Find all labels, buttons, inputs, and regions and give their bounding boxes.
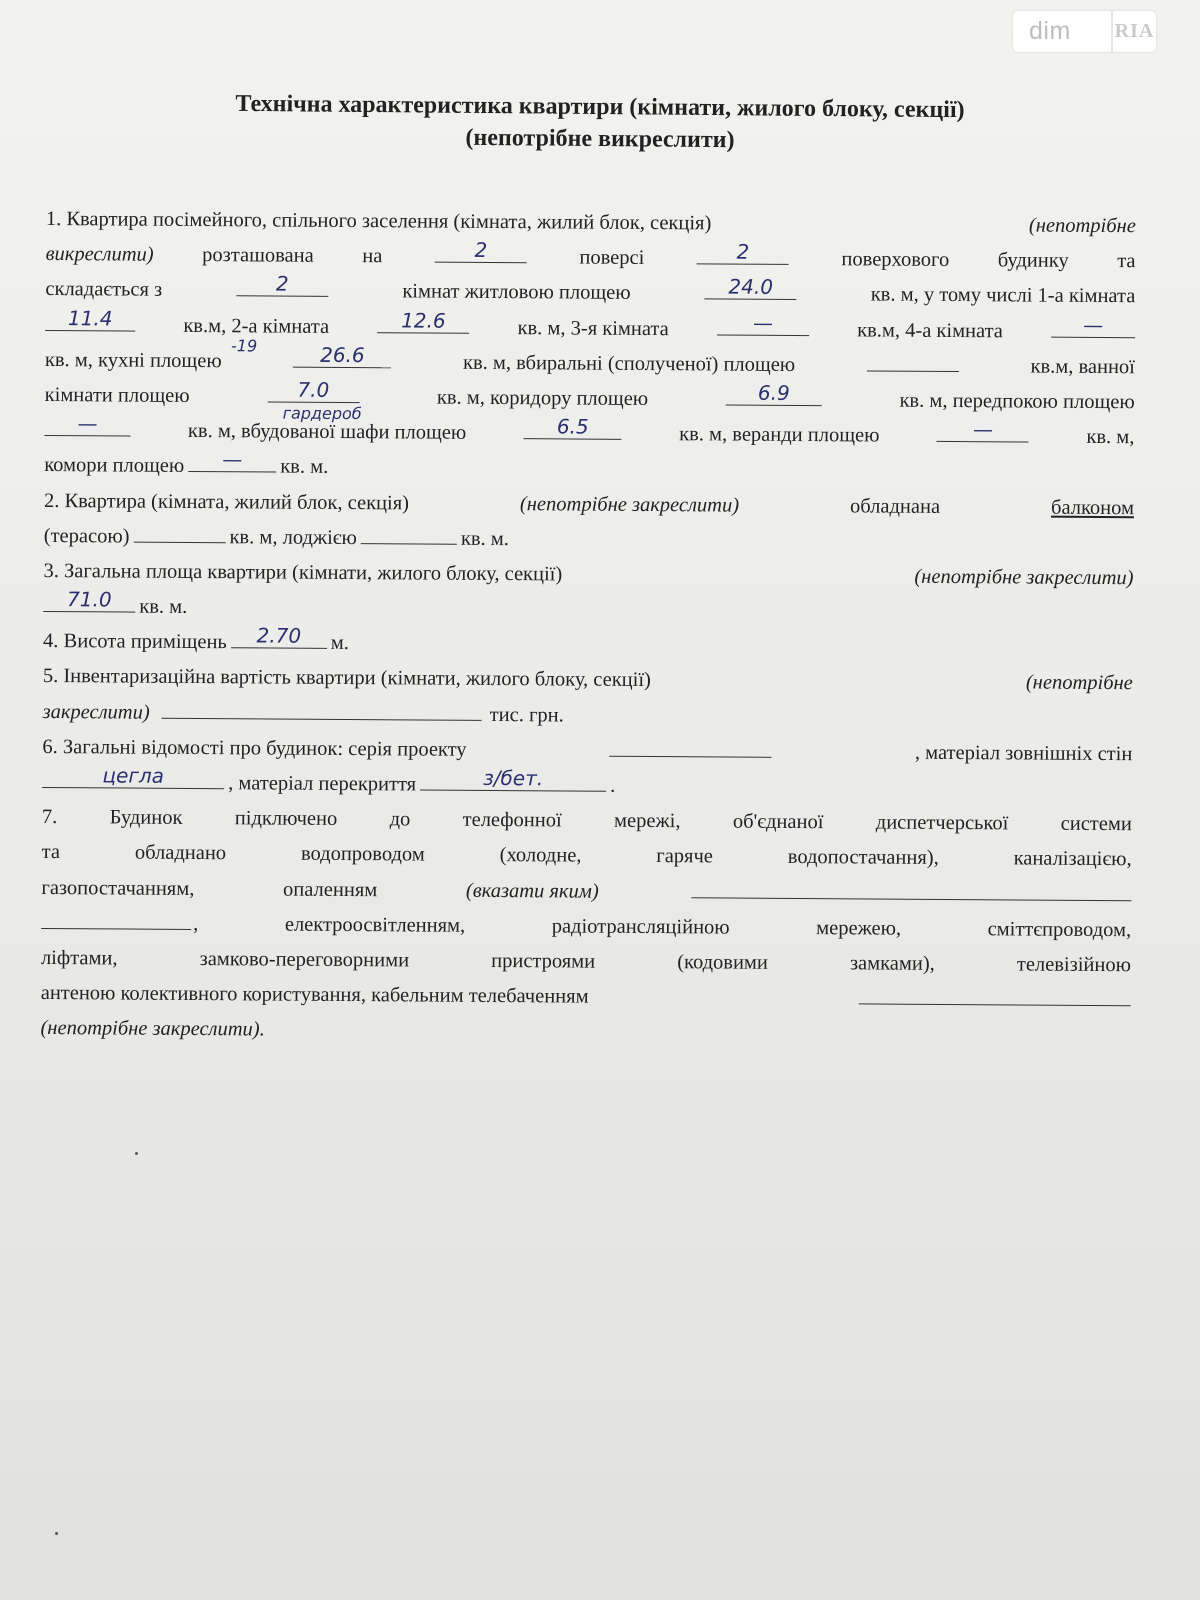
wall-material-field[interactable]: цегла (42, 765, 224, 789)
sec7-line6: антеною колективного користування, кабельним телебаченням (41, 976, 1131, 1018)
room4-field[interactable]: — (1051, 314, 1135, 338)
paper-speck (135, 1152, 138, 1155)
sec5-line1: 5. Інвентаризаційна вартість квартири (кімнати, жилого блоку, секції) (непотрібне (42, 665, 1133, 695)
sec7-line2: та обладнано водопроводом (холодне, гаряче водопостачання), каналізацією, (41, 841, 1132, 871)
sec4-line: 4. Висота приміщень 2.70 м. (43, 623, 349, 655)
sec6-line2: цегла , матеріал перекриття з/бет. . (42, 765, 1132, 807)
balcony-area-field[interactable] (133, 519, 225, 543)
room1-field[interactable]: 11.4 (45, 308, 135, 332)
corridor-field[interactable]: 6.9 (726, 382, 822, 406)
sec1-line8: комори площею — кв. м. (44, 447, 329, 479)
room3-field[interactable]: — (717, 312, 809, 336)
sec6-line1: 6. Загальні відомості про будинок: серія проекту , матеріал зовнішніх стін (42, 730, 1132, 772)
sec1-line1: 1. Квартира посімейного, спільного заселення (кімната, жилий блок, секція) (непотрібне (45, 207, 1136, 238)
sec3-line1: 3. Загальна площа квартири (кімнати, жилого блоку, секції) (непотрібне закреслити) (43, 559, 1134, 590)
heating-type-field-cont[interactable] (41, 906, 191, 930)
sec1-line4: 11.4 кв.м, 2-а кімната 12.6 кв. м, 3-я кімната — кв.м, 4-а кімната — (45, 308, 1135, 350)
hall-field[interactable]: — (44, 413, 130, 437)
document-subtitle: (непотрібне викреслити) (465, 124, 735, 154)
balcony-underlined: балконом (1051, 496, 1135, 519)
floors-total-field[interactable]: 2 (697, 242, 789, 266)
sec1-line7: — кв. м, вбудованої шафи площею 6.5 кв. м, веранди площею — кв. м, (44, 413, 1134, 455)
veranda-field[interactable]: — (937, 419, 1029, 443)
loggia-area-field[interactable] (361, 521, 457, 545)
floor-material-field[interactable]: з/бет. (420, 767, 606, 791)
rooms-field[interactable]: 2 (236, 274, 328, 298)
bath-field[interactable]: 7.0 (267, 379, 359, 403)
height-field[interactable]: 2.70 (231, 625, 327, 649)
storage-field[interactable]: — (188, 449, 276, 473)
floor-field[interactable]: 2 (435, 240, 527, 264)
watermark-dim-text: dim (1029, 17, 1071, 45)
watermark-ria-logo: RIA (1111, 11, 1156, 52)
sec1-line6: кімнати площею 7.0 гардероб кв. м, коридору площею 6.9 кв. м, передпокою площею (44, 377, 1135, 424)
inventory-value-field[interactable] (162, 695, 482, 720)
sec7-line3: газопостачанням, опаленням (вказати яким) (41, 871, 1131, 913)
kitchen-note: -19 (230, 335, 258, 356)
sec3-line2: 71.0 кв. м. (43, 589, 1133, 631)
dim-ria-watermark (1013, 11, 1156, 52)
document-title: Технічна характеристика квартири (кімнати, жилого блоку, секції) (235, 90, 965, 124)
project-series-field[interactable] (610, 734, 772, 758)
sec5-line2: закреслити) тис. грн. (42, 695, 1132, 737)
sec7-line5: ліфтами, замково-переговорними пристроями (кодовими замками), телевізійною (40, 946, 1132, 977)
cable-tv-field[interactable] (859, 982, 1131, 1007)
sec2-line1: 2. Квартира (кімната, жилий блок, секція) (непотрібне закреслити) обладнана балконом (44, 483, 1134, 525)
wardrobe-note: гардероб (282, 403, 362, 424)
sec1-line2: викреслити) розташована на 2 поверсі 2 поверхового будинку та (45, 238, 1136, 273)
paper-speck (55, 1532, 58, 1535)
living-area-field[interactable]: 24.0 (705, 277, 797, 301)
wc-field[interactable] (867, 348, 959, 372)
room2-field[interactable]: 12.6 (377, 310, 469, 334)
sec1-line3: складається з 2 кімнат житловою площею 24.0 кв. м, у тому числі 1-а кімната (45, 271, 1136, 308)
closet-field[interactable]: 6.5 (524, 416, 622, 440)
form-body (40, 202, 1136, 1054)
sec1-line5: кв. м, кухні площею -19 26.6 кв. м, вбиральні (сполученої) площею кв.м, ванної (44, 335, 1135, 378)
kitchen-field[interactable]: 26.6 (293, 344, 391, 368)
sec7-line4: , електроосвітленням, радіотрансляційною мережею, сміттєпроводом, (41, 906, 1131, 948)
sec7-line7: (непотрібне закреслити). (40, 1017, 265, 1041)
sec2-line2: (терасою) кв. м, лоджією кв. м. (44, 519, 1134, 561)
sec7-line1: 7. Будинок підключено до телефонної мережі, об'єднаної диспетчерської системи (41, 806, 1132, 836)
total-area-field[interactable]: 71.0 (43, 589, 135, 613)
heating-type-field[interactable] (691, 875, 1131, 901)
